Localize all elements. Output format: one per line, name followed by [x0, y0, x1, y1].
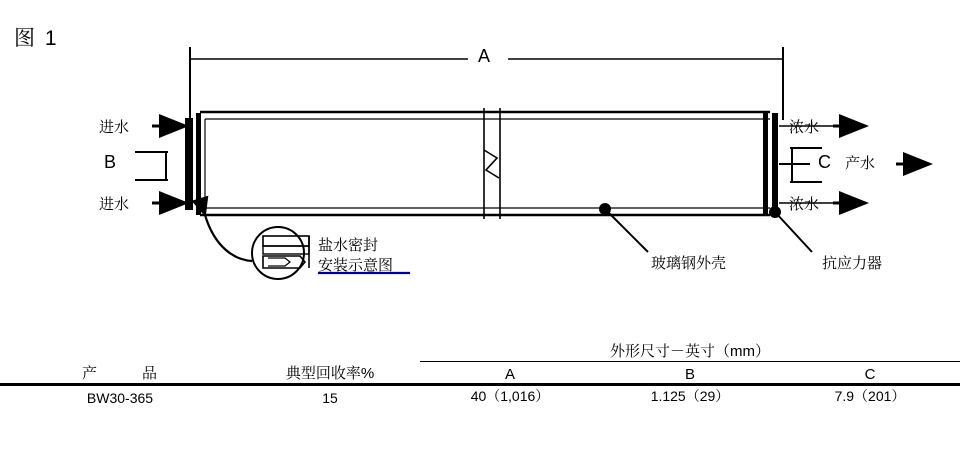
column-header-dim-c: C [864, 365, 876, 383]
cell-product: BW30-365 [86, 389, 154, 406]
table-header-row [0, 362, 960, 383]
brine-seal-callout [318, 236, 393, 276]
shell-callout-leader [599, 203, 648, 252]
permeate-label: 产水 [845, 155, 876, 172]
feed-arrows [152, 126, 186, 203]
brine-seal-callout-line1: 盐水密封 [318, 237, 379, 254]
cell-dim-a: 40（1,016） [470, 387, 550, 404]
column-header-dim-b: B [684, 365, 695, 383]
feed-inlet-top-label: 进水 [99, 119, 130, 136]
table-group-header-row [0, 340, 960, 362]
figure-label: 图 1 [14, 27, 59, 50]
table-row [0, 386, 960, 406]
dimensions-group-header: 外形尺寸－英寸（mm） [420, 340, 960, 362]
dimension-c-label: C [818, 152, 831, 172]
column-header-product [0, 362, 240, 383]
concentrate-bottom-label: 浓水 [789, 196, 820, 213]
shell-callout-label: 玻璃钢外壳 [651, 255, 727, 272]
specifications-table [0, 340, 960, 406]
brine-seal-callout-line2: 安装示意图 [318, 257, 394, 274]
column-header-dim-a: A [504, 365, 515, 383]
dimension-a-label: A [478, 46, 491, 66]
column-header-product-word2: 品 [142, 364, 159, 382]
column-header-recovery: 典型回收率% [285, 364, 375, 382]
column-header-product-word1: 产 [81, 364, 98, 382]
anti-telescoping-callout-label: 抗应力器 [822, 255, 883, 272]
cell-dim-c: 7.9（201） [834, 387, 906, 404]
element-shell [185, 108, 778, 219]
dimension-b-line [135, 152, 168, 180]
feed-inlet-bottom-label: 进水 [99, 196, 130, 213]
cell-recovery: 15 [322, 389, 338, 406]
concentrate-top-label: 浓水 [789, 119, 820, 136]
dimension-b-label: B [104, 152, 117, 172]
cell-dim-b: 1.125（29） [650, 387, 730, 404]
